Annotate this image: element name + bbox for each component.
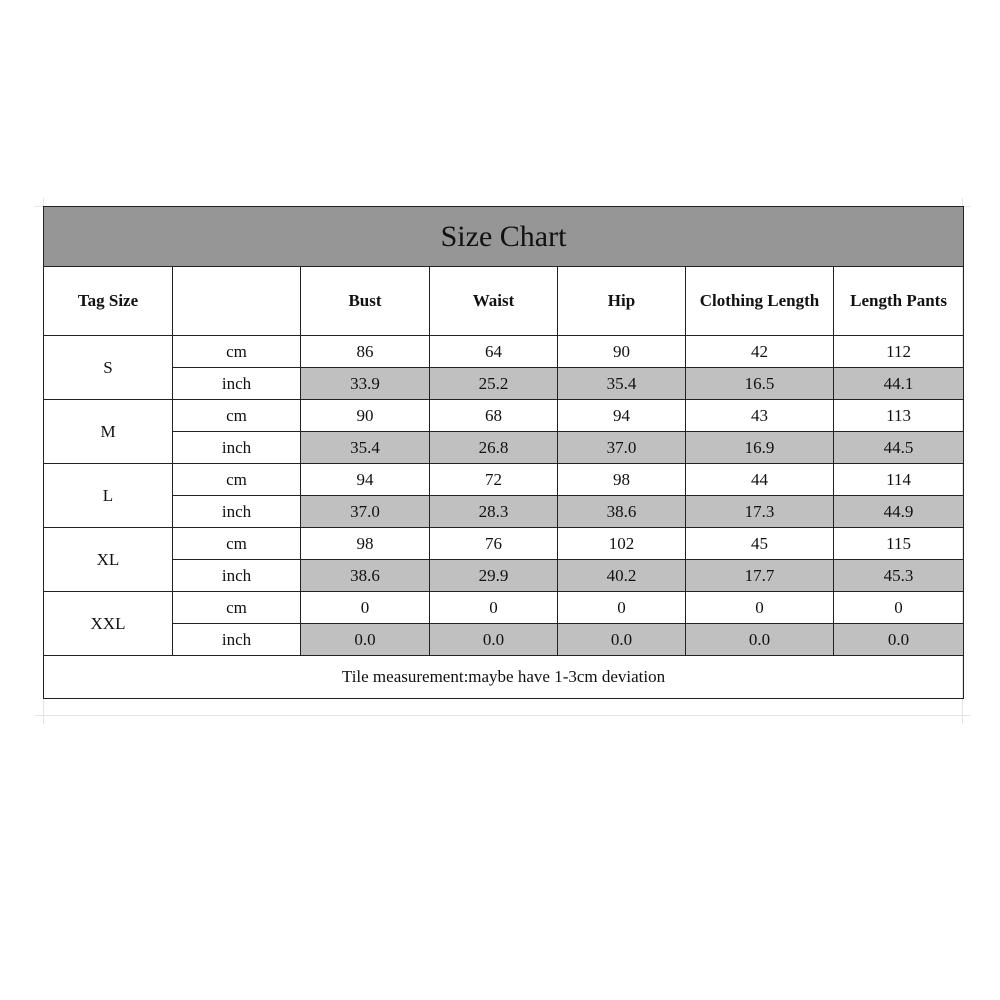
- value-cell: 44.5: [834, 432, 964, 464]
- value-cell: 94: [301, 464, 430, 496]
- tag-size-cell: XXL: [44, 592, 173, 656]
- unit-cell: inch: [173, 624, 301, 656]
- value-cell: 44: [686, 464, 834, 496]
- column-header: Tag Size: [44, 267, 173, 336]
- value-cell: 98: [558, 464, 686, 496]
- value-cell: 0.0: [834, 624, 964, 656]
- column-header: Hip: [558, 267, 686, 336]
- value-cell: 35.4: [301, 432, 430, 464]
- column-header: Bust: [301, 267, 430, 336]
- value-cell: 0.0: [686, 624, 834, 656]
- value-cell: 0: [686, 592, 834, 624]
- unit-cell: inch: [173, 432, 301, 464]
- table-row: [44, 464, 964, 496]
- value-cell: 0.0: [430, 624, 558, 656]
- column-header: Clothing Length: [686, 267, 834, 336]
- table-row: [44, 496, 964, 528]
- value-cell: 16.9: [686, 432, 834, 464]
- unit-cell: inch: [173, 368, 301, 400]
- value-cell: 26.8: [430, 432, 558, 464]
- table-row: [44, 336, 964, 368]
- value-cell: 38.6: [301, 560, 430, 592]
- tag-size-cell: L: [44, 464, 173, 528]
- value-cell: 0.0: [558, 624, 686, 656]
- tag-size-cell: M: [44, 400, 173, 464]
- value-cell: 37.0: [558, 432, 686, 464]
- value-cell: 0: [301, 592, 430, 624]
- table-row: [44, 592, 964, 624]
- unit-cell: inch: [173, 560, 301, 592]
- value-cell: 25.2: [430, 368, 558, 400]
- value-cell: 0: [430, 592, 558, 624]
- value-cell: 115: [834, 528, 964, 560]
- value-cell: 72: [430, 464, 558, 496]
- value-cell: 64: [430, 336, 558, 368]
- value-cell: 102: [558, 528, 686, 560]
- table-title: Size Chart: [44, 207, 964, 267]
- value-cell: 113: [834, 400, 964, 432]
- value-cell: 0.0: [301, 624, 430, 656]
- value-cell: 16.5: [686, 368, 834, 400]
- value-cell: 45: [686, 528, 834, 560]
- value-cell: 90: [558, 336, 686, 368]
- value-cell: 0: [558, 592, 686, 624]
- table-row: [44, 624, 964, 656]
- tag-size-cell: S: [44, 336, 173, 400]
- value-cell: 44.9: [834, 496, 964, 528]
- value-cell: 29.9: [430, 560, 558, 592]
- value-cell: 98: [301, 528, 430, 560]
- value-cell: 44.1: [834, 368, 964, 400]
- column-header: Length Pants: [834, 267, 964, 336]
- value-cell: 114: [834, 464, 964, 496]
- value-cell: 35.4: [558, 368, 686, 400]
- value-cell: 112: [834, 336, 964, 368]
- unit-cell: cm: [173, 400, 301, 432]
- value-cell: 40.2: [558, 560, 686, 592]
- value-cell: 76: [430, 528, 558, 560]
- value-cell: 42: [686, 336, 834, 368]
- tag-size-cell: XL: [44, 528, 173, 592]
- footer-note: Tile measurement:maybe have 1-3cm deviation: [44, 656, 964, 699]
- column-header: [173, 267, 301, 336]
- grid-line: [35, 715, 970, 716]
- unit-cell: inch: [173, 496, 301, 528]
- value-cell: 68: [430, 400, 558, 432]
- value-cell: 94: [558, 400, 686, 432]
- table-row: [44, 432, 964, 464]
- size-chart-table: [43, 206, 964, 699]
- value-cell: 33.9: [301, 368, 430, 400]
- value-cell: 17.3: [686, 496, 834, 528]
- unit-cell: cm: [173, 464, 301, 496]
- table-row: [44, 400, 964, 432]
- value-cell: 45.3: [834, 560, 964, 592]
- unit-cell: cm: [173, 592, 301, 624]
- value-cell: 38.6: [558, 496, 686, 528]
- value-cell: 28.3: [430, 496, 558, 528]
- unit-cell: cm: [173, 336, 301, 368]
- unit-cell: cm: [173, 528, 301, 560]
- value-cell: 86: [301, 336, 430, 368]
- table-row: [44, 368, 964, 400]
- table-row: [44, 528, 964, 560]
- column-header: Waist: [430, 267, 558, 336]
- value-cell: 17.7: [686, 560, 834, 592]
- value-cell: 43: [686, 400, 834, 432]
- value-cell: 0: [834, 592, 964, 624]
- value-cell: 37.0: [301, 496, 430, 528]
- value-cell: 90: [301, 400, 430, 432]
- table-row: [44, 560, 964, 592]
